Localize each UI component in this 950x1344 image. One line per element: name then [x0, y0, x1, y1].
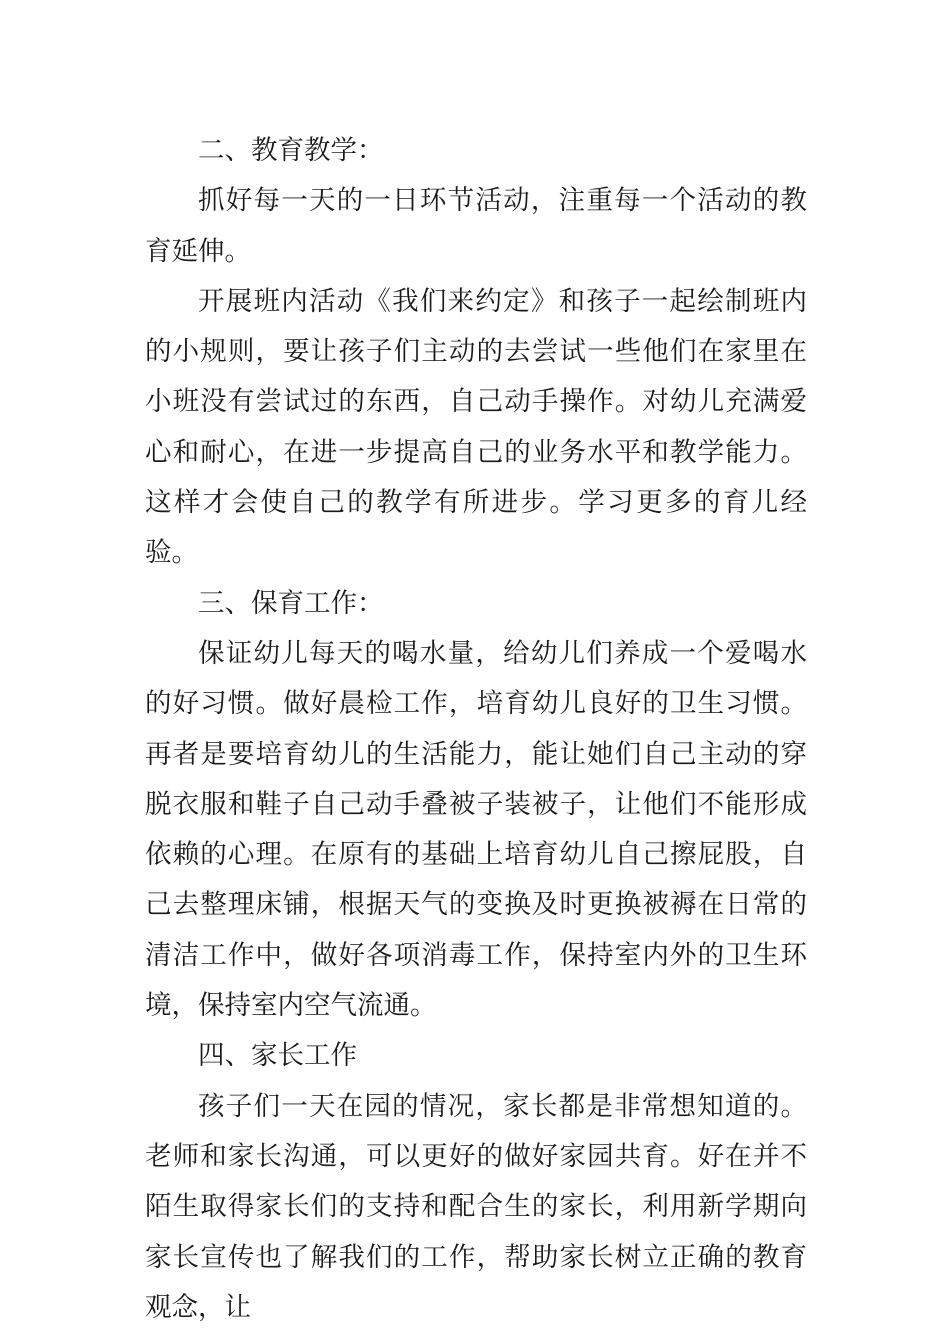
paragraph-parent-work: 孩子们一天在园的情况，家长都是非常想知道的。老师和家长沟通，可以更好的做好家园共育。好在并不陌生取得家长们的支持和配合生的家长，利用新学期向家长宣传也了解我们的工作，帮助家长树立正确的教育观念，让 — [145, 1090, 807, 1323]
section-heading-education: 二、教育教学： — [198, 135, 384, 166]
document-body — [145, 126, 807, 1333]
section-heading-parents: 四、家长工作 — [198, 1040, 357, 1072]
paragraph-childcare-work: 保证幼儿每天的喝水量，给幼儿们养成一个爱喝水的好习惯。做好晨检工作，培育幼儿良好的卫生习惯。再者是要培育幼儿的生活能力，能让她们自己主动的穿脱衣服和鞋子自己动手叠被子装被子，让他们不能形成依赖的心理。在原有的基础上培育幼儿自己擦屁股，自己去整理床铺，根据天气的变换及时更换被褥在日常的清洁工作中，做好各项消毒工作，保持室内外的卫生环境，保持室内空气流通。 — [145, 637, 807, 1022]
paragraph-daily-activities: 抓好每一天的一日环节活动，注重每一个活动的教育延伸。 — [145, 185, 807, 267]
paragraph-class-activities: 开展班内活动《我们来约定》和孩子一起绘制班内的小规则，要让孩子们主动的去尝试一些他们在家里在小班没有尝试过的东西，自己动手操作。对幼儿充满爱心和耐心，在进一步提高自己的业务水平和教学能力。这样才会使自己的教学有所进步。学习更多的育儿经验。 — [145, 285, 807, 569]
section-heading-childcare: 三、保育工作： — [198, 587, 384, 619]
